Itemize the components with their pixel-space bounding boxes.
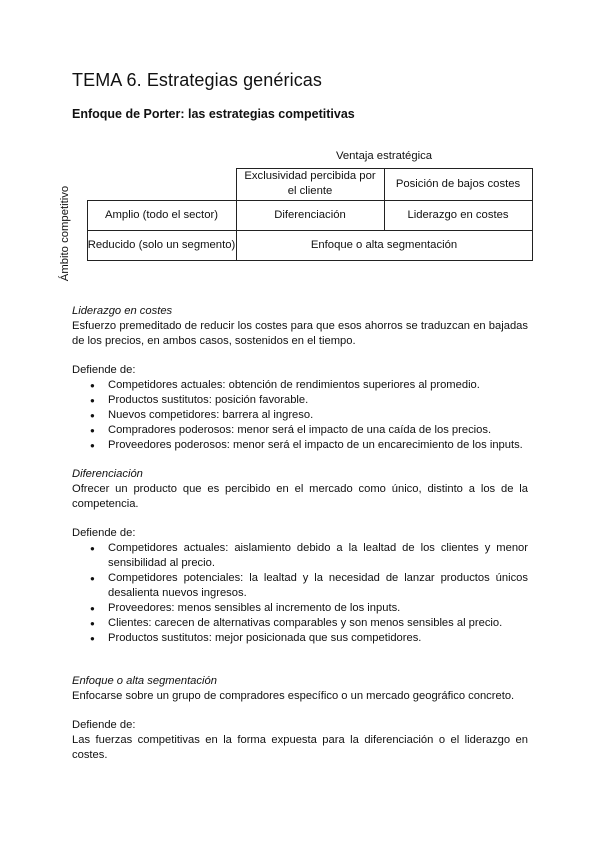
section-title-enfoque: Enfoque o alta segmentación	[72, 675, 217, 687]
page-subtitle: Enfoque de Porter: las estrategias competitivas	[72, 107, 355, 121]
list-item: ● Competidores potenciales: la lealtad y la necesidad de lanzar productos únicos desalienta nuevos ingresos.	[108, 571, 528, 601]
matrix-line-mid2	[87, 230, 532, 231]
list-item: ● Clientes: carecen de alternativas comparables y son menos sensibles al precio.	[108, 616, 528, 631]
matrix-line-left	[87, 200, 88, 261]
list-item: ● Competidores actuales: obtención de rendimientos superiores al promedio.	[108, 378, 528, 393]
matrix-row-label-amplio: Amplio (todo el sector)	[104, 208, 218, 221]
matrix-top-header: Ventaja estratégica	[335, 149, 433, 162]
bullet-list-liderazgo	[72, 378, 528, 453]
defends-label-diferenciacion: Defiende de:	[72, 527, 136, 539]
matrix-col-header-costes: Posición de bajos costes	[395, 177, 521, 190]
list-item: ● Proveedores: menos sensibles al incremento de los inputs.	[108, 601, 528, 616]
matrix-side-header: Ámbito competitivo	[59, 185, 72, 281]
matrix-cell-liderazgo: Liderazgo en costes	[407, 208, 509, 221]
matrix-line-mid1	[87, 200, 532, 201]
section-title-diferenciacion: Diferenciación	[72, 468, 143, 480]
matrix-line-right	[532, 168, 533, 261]
defends-label-liderazgo: Defiende de:	[72, 364, 136, 376]
section-intro-liderazgo: Esfuerzo premeditado de reducir los costes para que esos ahorros se traduzcan en bajadas de los precios, en ambos casos, sostenidos en el tiempo.	[72, 320, 528, 347]
list-item: ● Productos sustitutos: posición favorable.	[108, 393, 528, 408]
list-item: ● Nuevos competidores: barrera al ingreso.	[108, 408, 528, 423]
matrix-cell-diferenciacion: Diferenciación	[274, 208, 346, 221]
list-item: ● Productos sustitutos: mejor posicionada que sus competidores.	[108, 631, 528, 646]
document-body	[72, 304, 528, 763]
section-closing-enfoque: Las fuerzas competitivas en la forma expuesta para la diferenciación o el liderazgo en costes.	[72, 734, 528, 761]
defends-label-enfoque: Defiende de:	[72, 719, 136, 731]
matrix-cell-enfoque: Enfoque o alta segmentación	[310, 238, 458, 251]
list-item: ● Compradores poderosos: menor será el impacto de una caída de los precios.	[108, 423, 528, 438]
list-item: ● Proveedores poderosos: menor será el impacto de un encarecimiento de los inputs.	[108, 438, 528, 453]
matrix-line-bottom	[87, 260, 532, 261]
section-intro-enfoque: Enfocarse sobre un grupo de compradores específico o un mercado geográfico concreto.	[72, 690, 515, 702]
matrix-col-header-exclusividad: Exclusividad percibida por el cliente	[244, 170, 376, 197]
section-title-liderazgo: Liderazgo en costes	[72, 305, 173, 317]
page-title: TEMA 6. Estrategias genéricas	[72, 70, 323, 90]
list-item: ● Competidores actuales: aislamiento debido a la lealtad de los clientes y menor sensibilidad al precio.	[108, 541, 528, 571]
matrix-line-col2	[384, 168, 385, 231]
bullet-list-diferenciacion	[72, 541, 528, 646]
matrix-line-col1	[236, 168, 237, 261]
section-intro-diferenciacion: Ofrecer un producto que es percibido en el mercado como único, distinto a los de la competencia.	[72, 483, 528, 510]
matrix-row-label-reducido: Reducido (solo un segmento)	[87, 238, 236, 251]
